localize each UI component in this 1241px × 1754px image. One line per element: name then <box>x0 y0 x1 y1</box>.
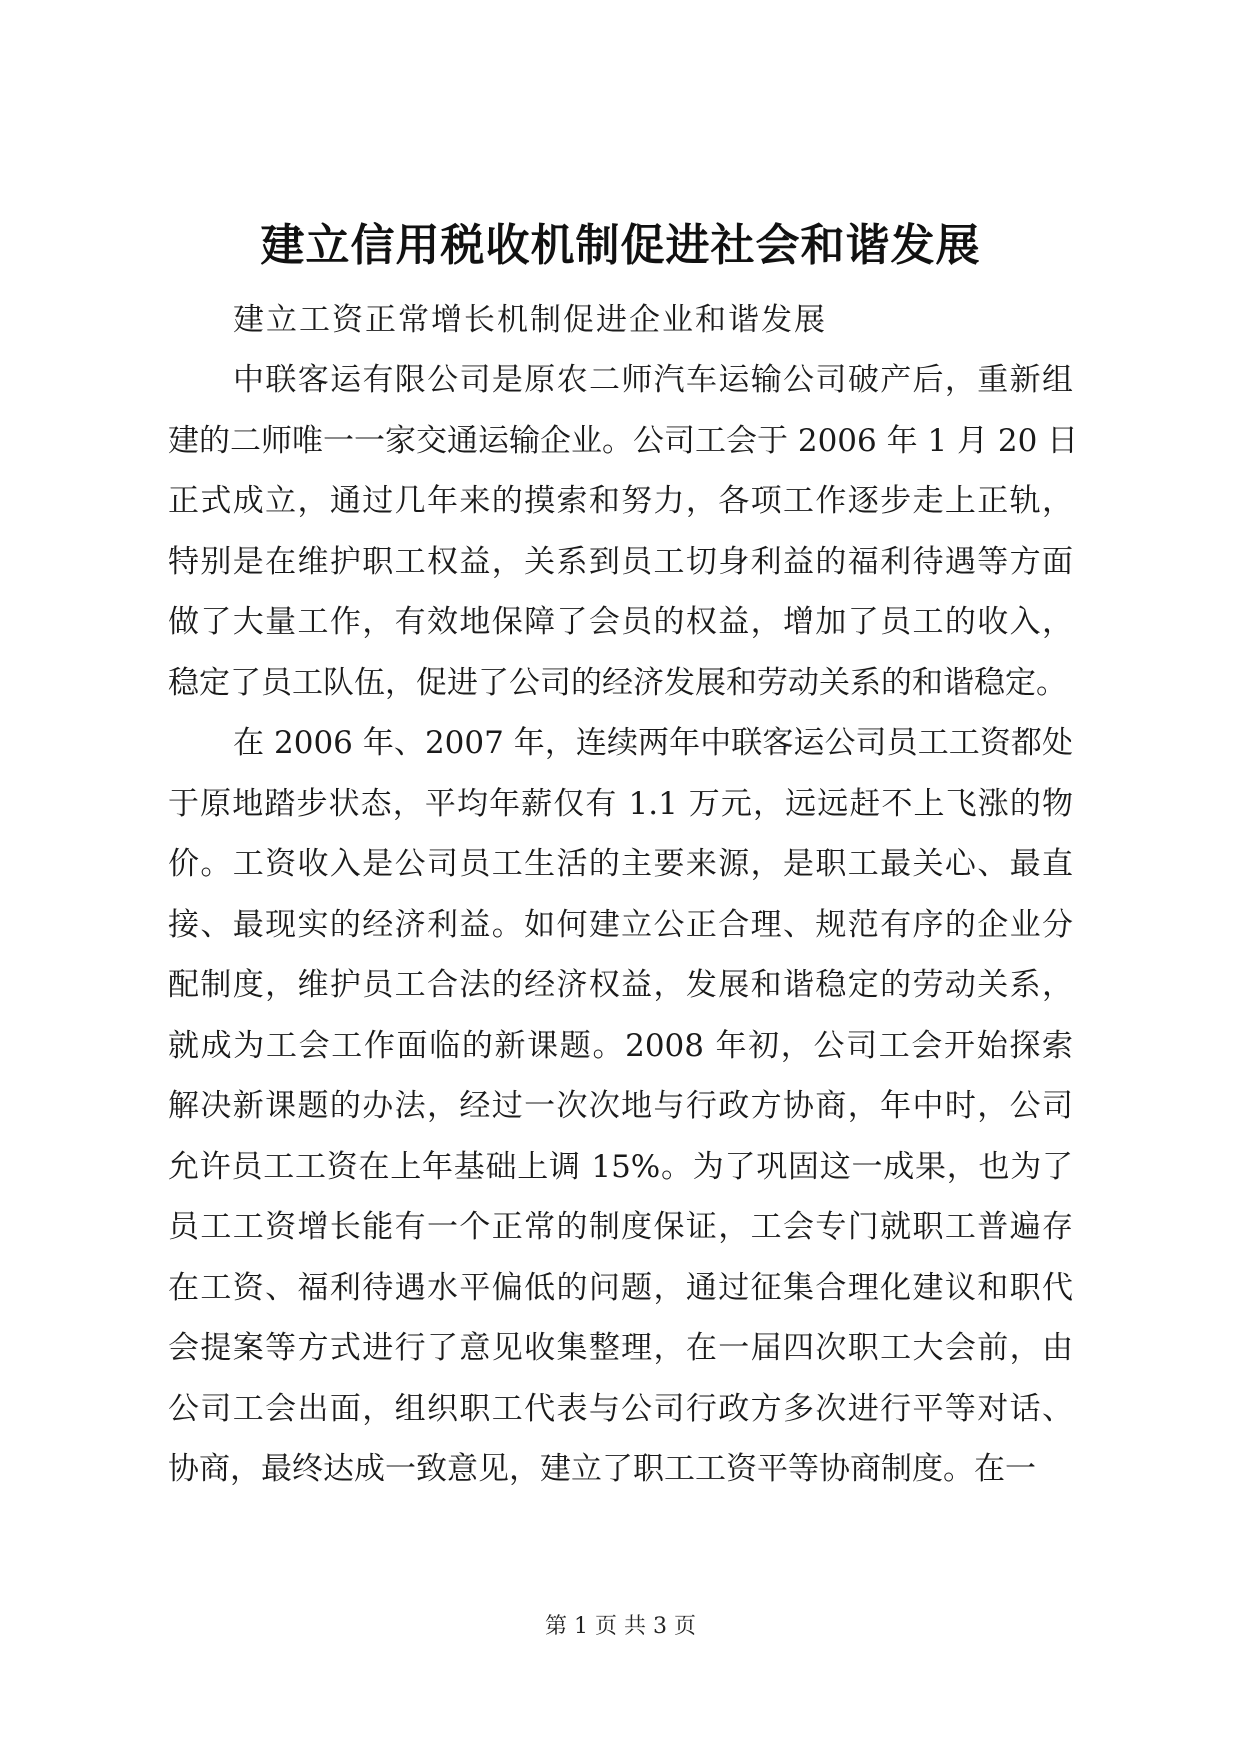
paragraph-line: 配制度，维护员工合法的经济权益，发展和谐稳定的劳动关系， <box>168 967 1073 1003</box>
paragraph-line: 公司工会出面，组织职工代表与公司行政方多次进行平等对话、 <box>168 1390 1073 1427</box>
document-title: 建立信用税收机制促进社会和谐发展 <box>260 220 981 271</box>
paragraph-line: 在工资、福利待遇水平偏低的问题，通过征集合理化建议和职代 <box>168 1269 1073 1306</box>
paragraph-1 <box>168 350 1079 713</box>
paragraph-line: 就成为工会工作面临的新课题。2008 年初，公司工会开始探索 <box>168 1027 1073 1064</box>
document-subtitle: 建立工资正常增长机制促进企业和谐发展 <box>233 302 827 338</box>
paragraph-line: 于原地踏步状态，平均年薪仅有 1.1 万元，远远赶不上飞涨的物 <box>168 785 1073 822</box>
paragraph-line: 建的二师唯一一家交通运输企业。公司工会于 2006 年 1 月 20 日 <box>168 422 1079 459</box>
paragraph-line: 特别是在维护职工权益，关系到员工切身利益的福利待遇等方面 <box>168 543 1073 580</box>
paragraph-2 <box>168 713 1073 1500</box>
paragraph-line: 协商，最终达成一致意见，建立了职工工资平等协商制度。在一 <box>168 1451 1036 1487</box>
page-number-footer: 第 1 页 共 3 页 <box>545 1614 696 1639</box>
paragraph-line: 在 2006 年、2007 年，连续两年中联客运公司员工工资都处 <box>233 725 1073 761</box>
paragraph-line: 做了大量工作，有效地保障了会员的权益，增加了员工的收入， <box>168 604 1073 640</box>
paragraph-line: 会提案等方式进行了意见收集整理，在一届四次职工大会前，由 <box>168 1330 1073 1366</box>
paragraph-line: 员工工资增长能有一个正常的制度保证，工会专门就职工普遍存 <box>168 1209 1073 1245</box>
paragraph-line: 允许员工工资在上年基础上调 15%。为了巩固这一成果，也为了 <box>168 1148 1073 1185</box>
paragraph-line: 解决新课题的办法，经过一次次地与行政方协商，年中时，公司 <box>168 1088 1073 1124</box>
paragraph-line: 价。工资收入是公司员工生活的主要来源，是职工最关心、最直 <box>168 846 1073 882</box>
paragraph-line: 接、最现实的经济利益。如何建立公正合理、规范有序的企业分 <box>168 906 1073 943</box>
paragraph-line: 稳定了员工队伍，促进了公司的经济发展和劳动关系的和谐稳定。 <box>168 664 1067 701</box>
paragraph-line: 正式成立，通过几年来的摸索和努力，各项工作逐步走上正轨， <box>168 483 1073 519</box>
paragraph-line: 中联客运有限公司是原农二师汽车运输公司破产后，重新组 <box>233 362 1073 398</box>
